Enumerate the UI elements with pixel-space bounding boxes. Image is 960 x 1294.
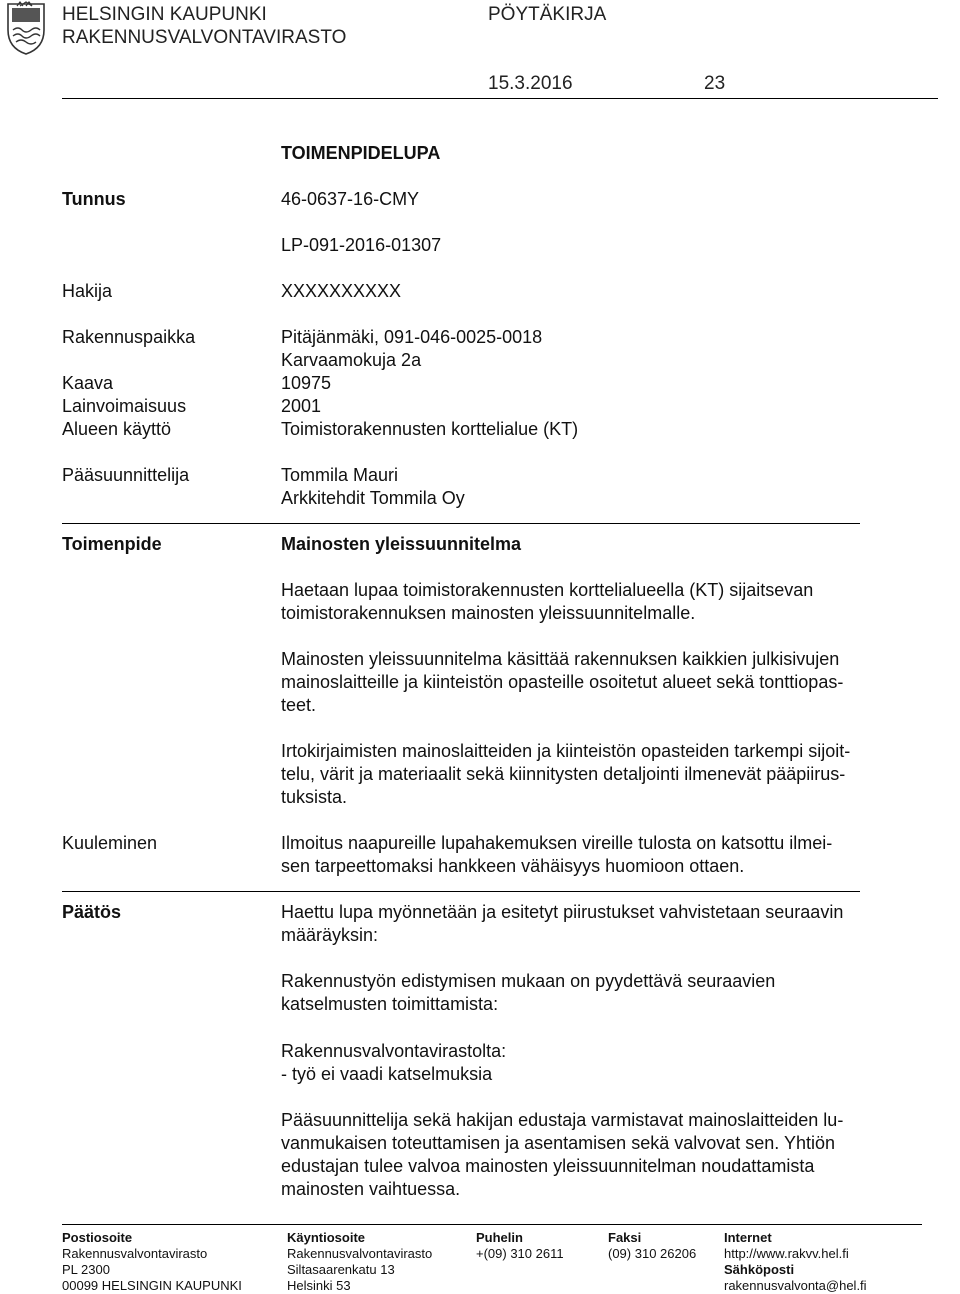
section-divider — [62, 523, 860, 524]
email-link[interactable]: rakennusvalvonta@hel.fi — [724, 1278, 867, 1293]
kaava-label: Kaava — [62, 373, 114, 393]
footer-divider — [62, 1224, 922, 1225]
tunnus-label: Tunnus — [62, 189, 126, 209]
paatos-paragraph-4 — [281, 1109, 911, 1201]
footer-text: Rakennusvalvontavirasto — [62, 1246, 208, 1261]
text-line: Haettu lupa myönnetään ja esitetyt piirustukset vahvistetaan seuraavin — [281, 902, 844, 922]
alueen-kaytto-label: Alueen käyttö — [62, 419, 172, 439]
alueen-kaytto-value: Toimistorakennusten korttelialue (KT) — [281, 419, 579, 439]
paatos-paragraph-3 — [281, 1040, 911, 1086]
text-line: sen tarpeettomaksi hankkeen vähäisyys huomioon ottaen. — [281, 856, 745, 876]
kuuleminen-text — [281, 832, 911, 878]
kaava-value: 10975 — [281, 373, 332, 393]
footer-kayntiosoite — [287, 1230, 432, 1294]
text-line: toimistorakennuksen mainosten yleissuunnitelmalle. — [281, 603, 696, 623]
text-line: edustajan tulee valvoa mainosten yleissuunnitelman noudattamista — [281, 1156, 815, 1176]
footer-heading: Käyntiosoite — [287, 1230, 366, 1245]
website-link[interactable]: http://www.rakvv.hel.fi — [724, 1246, 849, 1261]
helsinki-crest-logo — [4, 0, 48, 56]
section-number: 23 — [704, 73, 726, 94]
footer-text: Rakennusvalvontavirasto — [287, 1246, 433, 1261]
hakija-value: XXXXXXXXXX — [281, 281, 402, 301]
text-line: Haetaan lupaa toimistorakennusten korttelialueella (KT) sijaitsevan — [281, 580, 814, 600]
hakija-label: Hakija — [62, 281, 113, 301]
text-line: Ilmoitus naapureille lupahakemuksen vireille tulosta on katsottu ilmei- — [281, 833, 833, 853]
text-line: Irtokirjaimisten mainoslaitteiden ja kiinteistön opasteiden tarkempi sijoit- — [281, 741, 851, 761]
footer-text: 00099 HELSINGIN KAUPUNKI — [62, 1278, 242, 1293]
section-divider — [62, 891, 860, 892]
text-line: vanmukaisen toteuttamisen ja asentamisen sekä valvovat sen. Yhtiön — [281, 1133, 835, 1153]
text-line: tuksista. — [281, 787, 348, 807]
tunnus-value: 46-0637-16-CMY — [281, 189, 420, 209]
paasuunnittelija-company: Arkkitehdit Tommila Oy — [281, 488, 465, 508]
header-divider — [62, 98, 938, 99]
toimenpide-paragraph-2 — [281, 648, 911, 717]
text-line: - työ ei vaadi katselmuksia — [281, 1064, 493, 1084]
permit-number: LP-091-2016-01307 — [281, 235, 442, 255]
toimenpide-heading: Mainosten yleissuunnitelma — [281, 534, 522, 554]
paasuunnittelija-name: Tommila Mauri — [281, 465, 399, 485]
lainvoimaisuus-label: Lainvoimaisuus — [62, 396, 187, 416]
document-title: TOIMENPIDELUPA — [281, 143, 441, 163]
meeting-date: 15.3.2016 — [488, 73, 573, 94]
footer-postiosoite — [62, 1230, 242, 1294]
footer-heading: Sähköposti — [724, 1262, 795, 1277]
text-line: Rakennustyön edistymisen mukaan on pyydettävä seuraavien — [281, 971, 776, 991]
footer-heading: Internet — [724, 1230, 772, 1245]
document-type: PÖYTÄKIRJA — [488, 4, 607, 25]
text-line: mainosten vaihtuessa. — [281, 1179, 461, 1199]
org-department: RAKENNUSVALVONTAVIRASTO — [62, 27, 347, 48]
text-line: teet. — [281, 695, 317, 715]
footer-faksi — [608, 1230, 696, 1262]
text-line: Mainosten yleissuunnitelma käsittää rakennuksen kaikkien julkisivujen — [281, 649, 840, 669]
phone-number: +(09) 310 2611 — [476, 1246, 564, 1261]
text-line: telu, värit ja materiaalit sekä kiinnitysten detaljointi ilmenevät pääpiirus- — [281, 764, 846, 784]
rakennuspaikka-label: Rakennuspaikka — [62, 327, 196, 347]
footer-heading: Postiosoite — [62, 1230, 133, 1245]
footer-text: Helsinki 53 — [287, 1278, 351, 1293]
lainvoimaisuus-value: 2001 — [281, 396, 322, 416]
footer-text: Siltasaarenkatu 13 — [287, 1262, 395, 1277]
rakennuspaikka-address: Karvaamokuja 2a — [281, 350, 422, 370]
footer-internet — [724, 1230, 867, 1294]
paatos-paragraph-1 — [281, 901, 911, 947]
text-line: Rakennusvalvontavirastolta: — [281, 1041, 507, 1061]
footer-heading: Puhelin — [476, 1230, 523, 1245]
text-line: katselmusten toimittamista: — [281, 994, 499, 1014]
text-line: mainoslaitteille ja kiinteistön opasteille osoitetut alueet sekä tonttiopas- — [281, 672, 844, 692]
paasuunnittelija-label: Pääsuunnittelija — [62, 465, 190, 485]
fax-number: (09) 310 26206 — [608, 1246, 697, 1261]
text-line: määräyksin: — [281, 925, 379, 945]
toimenpide-paragraph-1 — [281, 579, 911, 625]
paatos-label: Päätös — [62, 902, 122, 922]
toimenpide-paragraph-3 — [281, 740, 911, 809]
toimenpide-label: Toimenpide — [62, 534, 162, 554]
footer-text: PL 2300 — [62, 1262, 110, 1277]
footer-puhelin — [476, 1230, 564, 1262]
rakennuspaikka-value: Pitäjänmäki, 091-046-0025-0018 — [281, 327, 543, 347]
org-name: HELSINGIN KAUPUNKI — [62, 4, 267, 25]
text-line: Pääsuunnittelija sekä hakijan edustaja varmistavat mainoslaitteiden lu- — [281, 1110, 844, 1130]
kuuleminen-label: Kuuleminen — [62, 833, 158, 853]
paatos-paragraph-2 — [281, 970, 911, 1016]
footer-heading: Faksi — [608, 1230, 642, 1245]
